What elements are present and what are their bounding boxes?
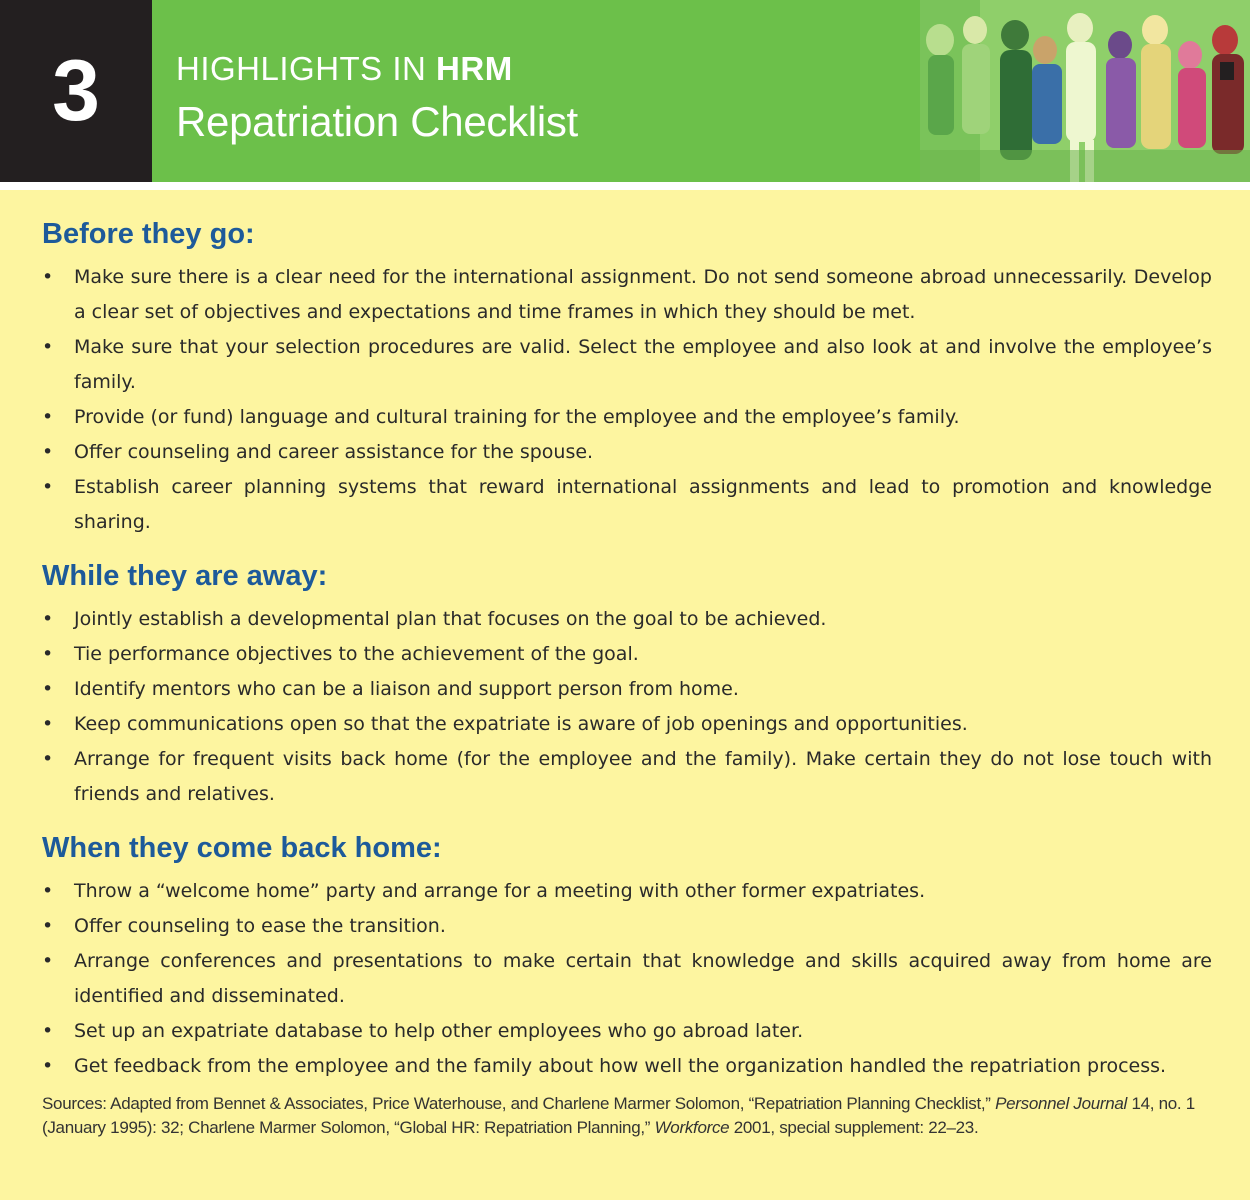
list-item	[42, 742, 1212, 812]
list-item-text: Jointly establish a developmental plan that focuses on the goal to be achieved.	[74, 608, 827, 630]
sources-text-1: Sources: Adapted from Bennet & Associates, Price Waterhouse, and Charlene Marmer Solomon, “Repatriation Planning Checklist,”	[42, 1094, 996, 1113]
bullet-icon: •	[42, 713, 54, 735]
section-title: While they are away:	[42, 560, 328, 592]
list-item	[42, 637, 1212, 672]
list-item-text: Make sure that your selection procedures are valid. Select the employee and also look at and involve the employee’s family.	[74, 336, 1212, 393]
page-title: Repatriation Checklist	[176, 98, 578, 145]
bullet-icon: •	[42, 406, 54, 428]
sources-note	[42, 1092, 1212, 1140]
list-item-text: Keep communications open so that the expatriate is aware of job openings and opportunities.	[74, 713, 968, 735]
bullet-icon: •	[42, 441, 54, 463]
bullet-icon: •	[42, 476, 54, 498]
bullet-icon: •	[42, 1020, 54, 1042]
sources-text-2: 14, no. 1 (January 1995): 32; Charlene Marmer Solomon, “Global HR: Repatriation Planning,”	[42, 1094, 1195, 1137]
bullet-icon: •	[42, 266, 54, 288]
list-item	[42, 1014, 1212, 1049]
list-item	[42, 435, 1212, 470]
highlight-number: 3	[52, 42, 100, 139]
list-item	[42, 470, 1212, 540]
bullet-icon: •	[42, 678, 54, 700]
kicker	[176, 50, 513, 88]
list-item	[42, 944, 1212, 1014]
list-item	[42, 400, 1212, 435]
list-item-text: Offer counseling and career assistance for the spouse.	[74, 441, 594, 463]
checklist-content	[42, 216, 1212, 1140]
list-item	[42, 330, 1212, 400]
kicker-prefix: HIGHLIGHTS IN	[176, 50, 437, 87]
list-item-text: Establish career planning systems that reward international assignments and lead to promotion and knowledge sharing.	[74, 476, 1212, 533]
list-item	[42, 260, 1212, 330]
header-divider	[0, 182, 1250, 190]
list-item-text: Set up an expatriate database to help other employees who go abroad later.	[74, 1020, 804, 1042]
kicker-bold: HRM	[436, 50, 513, 87]
checklist	[42, 602, 1212, 812]
section-home	[42, 830, 1212, 1084]
number-box	[0, 0, 152, 182]
bullet-icon: •	[42, 643, 54, 665]
checklist	[42, 260, 1212, 540]
sources-magazine: Workforce	[654, 1118, 730, 1137]
list-item-text: Arrange for frequent visits back home (for the employee and the family). Make certain they do not lose touch with friends and relatives.	[74, 748, 1212, 805]
bullet-icon: •	[42, 915, 54, 937]
list-item-text: Throw a “welcome home” party and arrange for a meeting with other former expatriates.	[74, 880, 926, 902]
list-item-text: Get feedback from the employee and the family about how well the organization handled the repatriation process.	[74, 1055, 1167, 1077]
bullet-icon: •	[42, 950, 54, 972]
crowd-illustration	[920, 0, 1250, 182]
list-item	[42, 1049, 1212, 1084]
section-title: When they come back home:	[42, 832, 442, 864]
list-item-text: Make sure there is a clear need for the international assignment. Do not send someone abroad unnecessarily. Develop a clear set of objectives and expectations and time frames in which they should be met.	[74, 266, 1212, 323]
list-item-text: Identify mentors who can be a liaison and support person from home.	[74, 678, 739, 700]
bullet-icon: •	[42, 1055, 54, 1077]
list-item	[42, 672, 1212, 707]
bullet-icon: •	[42, 608, 54, 630]
list-item	[42, 602, 1212, 637]
checklist	[42, 874, 1212, 1084]
bullet-icon: •	[42, 880, 54, 902]
bullet-icon: •	[42, 748, 54, 770]
list-item	[42, 909, 1212, 944]
bullet-icon: •	[42, 336, 54, 358]
header-banner	[0, 0, 1250, 182]
list-item-text: Arrange conferences and presentations to make certain that knowledge and skills acquired away from home are identified and disseminated.	[74, 950, 1212, 1007]
sources-text-3: 2001, special supplement: 22–23.	[729, 1118, 979, 1137]
section-away	[42, 558, 1212, 812]
section-before	[42, 216, 1212, 540]
list-item	[42, 874, 1212, 909]
list-item-text: Provide (or fund) language and cultural training for the employee and the employee’s family.	[74, 406, 960, 428]
list-item	[42, 707, 1212, 742]
list-item-text: Tie performance objectives to the achievement of the goal.	[74, 643, 639, 665]
list-item-text: Offer counseling to ease the transition.	[74, 915, 446, 937]
sources-journal: Personnel Journal	[995, 1094, 1128, 1113]
section-title: Before they go:	[42, 218, 255, 250]
